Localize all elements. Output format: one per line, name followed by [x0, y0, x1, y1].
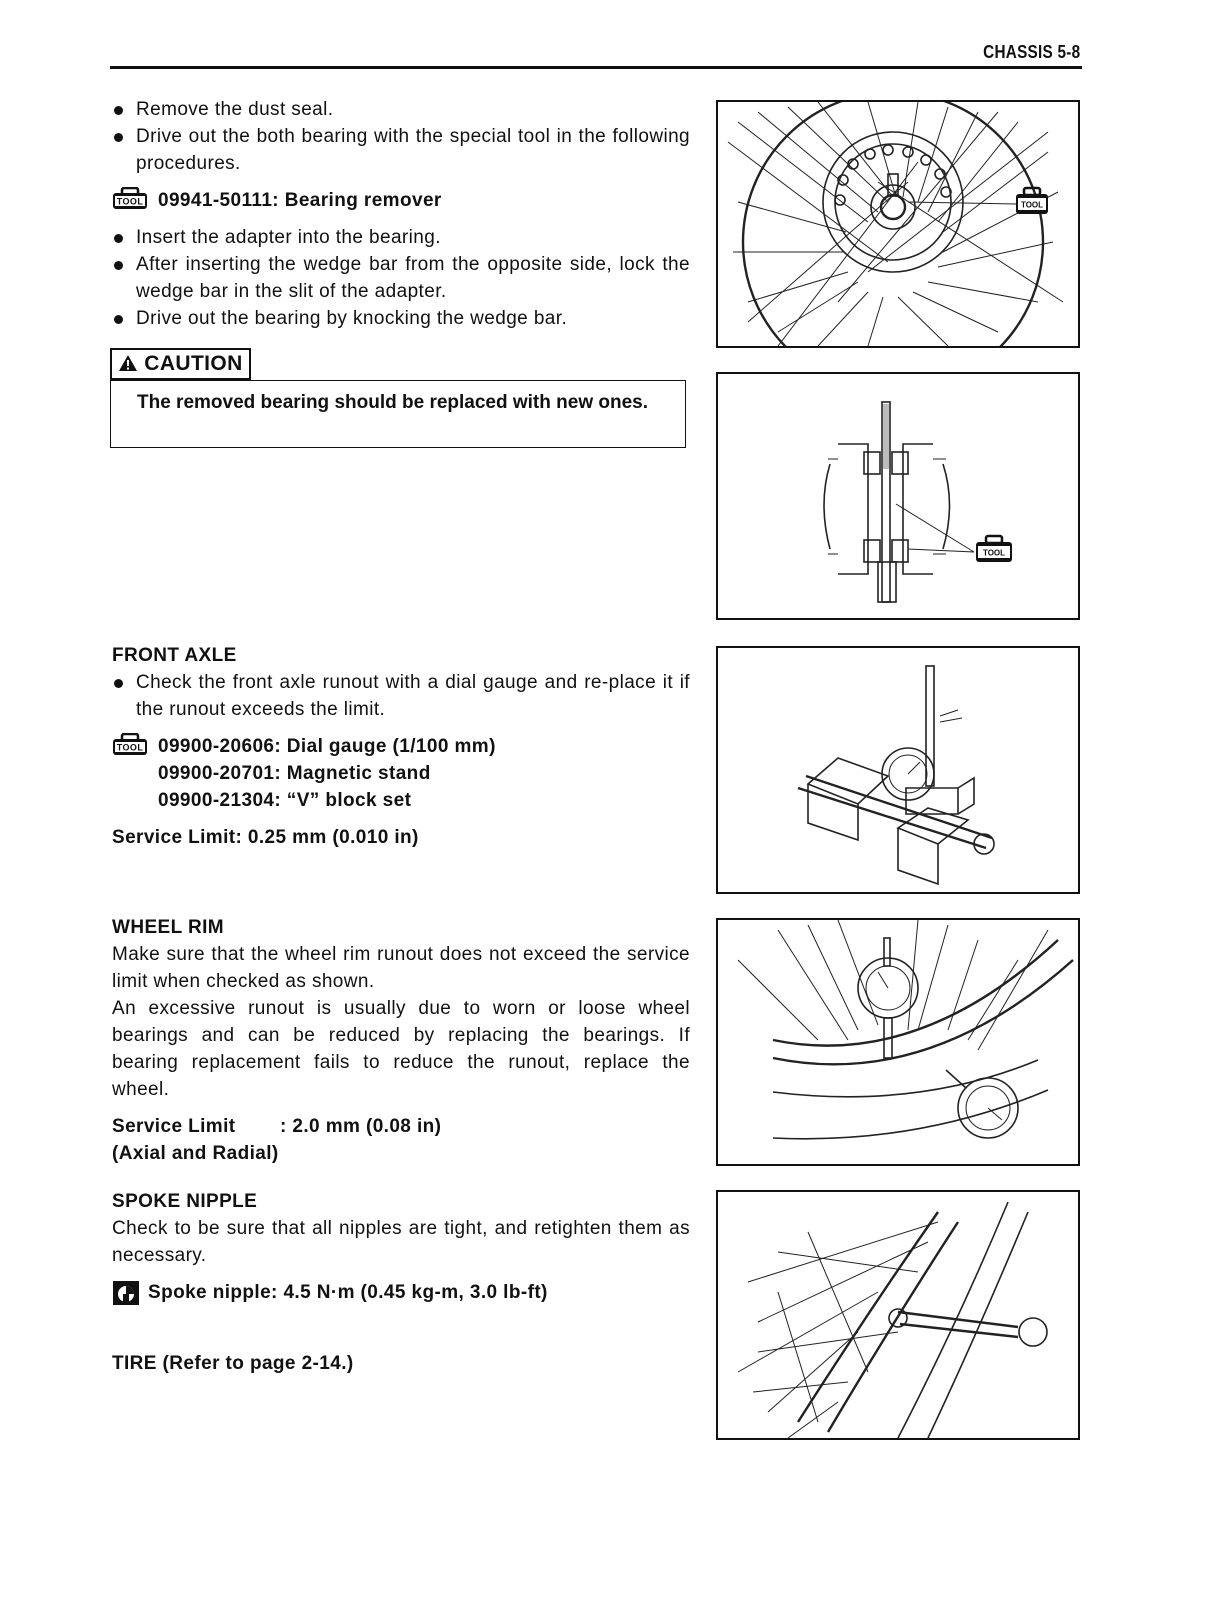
wheel-rim-arc — [743, 102, 1043, 346]
front-axle-section — [112, 642, 690, 851]
service-limit: Service Limit: 0.25 mm (0.010 in) — [112, 827, 419, 848]
caution-box: The removed bearing should be replaced with new ones. — [110, 380, 686, 448]
figure-wheel-rim-runout — [716, 918, 1080, 1166]
spoke-nipple-section — [112, 1188, 690, 1306]
bullet-item: Check the front axle runout with a dial gauge and re-place it if the runout exceeds the limit. — [112, 669, 690, 723]
section-heading: FRONT AXLE — [112, 645, 237, 666]
bullet-item: Drive out the both bearing with the special tool in the following procedures. — [112, 123, 690, 177]
page-header-title: CHASSIS 5-8 — [982, 42, 1080, 62]
tool-row — [112, 733, 690, 814]
section-heading: SPOKE NIPPLE — [112, 1191, 258, 1212]
bearing-bottom-left — [864, 540, 880, 562]
tool-icon-label: TOOL — [1020, 200, 1044, 210]
header-rule — [110, 66, 1082, 69]
tool-icon-label: TOOL — [982, 548, 1006, 558]
service-limit — [112, 1113, 690, 1140]
section-heading: WHEEL RIM — [112, 917, 224, 938]
figure-spoke-nipple-wrench — [716, 1190, 1080, 1440]
bearing-section — [112, 96, 690, 332]
tool-icon — [112, 733, 148, 757]
tool-callout-icon — [1016, 188, 1048, 214]
paragraph: Make sure that the wheel rim runout does not exceed the service limit when checked as shown. — [112, 944, 690, 992]
torque-wrench-icon — [112, 1280, 140, 1306]
rim-edge-1 — [798, 1212, 938, 1422]
adapter — [878, 562, 896, 602]
service-limit-label: Service Limit — [112, 1116, 236, 1137]
service-limit-value: : 2.0 mm (0.08 in) — [280, 1116, 442, 1137]
paragraph: Check to be sure that all nipples are tight, and retighten them as necessary. — [112, 1218, 690, 1266]
bullet-item: Drive out the bearing by knocking the wedge bar. — [112, 305, 690, 332]
figure-wheel-hub-bearing-remover — [716, 100, 1080, 348]
tool-callout-icon — [976, 536, 1012, 562]
tool-icon-label: TOOL — [116, 196, 144, 207]
paragraph: An excessive runout is usually due to worn or loose wheel bearings and can be reduced by replacing the bearings. If bearing replacement fails to reduce the runout, replace the wheel. — [112, 998, 690, 1100]
spoke-wrench-head — [1019, 1318, 1047, 1346]
tool-spec: 09941-50111: Bearing remover — [158, 190, 442, 211]
bullet-item: Remove the dust seal. — [112, 96, 690, 123]
hub-spokes — [728, 102, 1063, 346]
figure-bearing-wedge-bar-section — [716, 372, 1080, 620]
bullet-item: After inserting the wedge bar from the opposite side, lock the wedge bar in the slit of the adapter. — [112, 251, 690, 305]
bullet-item: Insert the adapter into the bearing. — [112, 224, 690, 251]
caution-label — [110, 348, 251, 380]
bearing-top-left — [864, 452, 880, 474]
tool-icon — [112, 187, 148, 211]
warning-triangle-icon — [118, 354, 138, 372]
rim-edge-2 — [828, 1222, 958, 1432]
wheel-rim-section — [112, 914, 690, 1167]
bearing-bottom-right — [892, 540, 908, 562]
torque-spec-text: Spoke nipple: 4.5 N·m (0.45 kg-m, 3.0 lb-ft) — [148, 1282, 548, 1303]
tool-spec: 09900-21304: “V” block set — [158, 790, 412, 811]
magnetic-stand-base — [906, 778, 974, 814]
figure-axle-runout-dial-gauge — [716, 646, 1080, 894]
tool-spec: 09900-20606: Dial gauge (1/100 mm) — [158, 736, 496, 757]
tire-arc-1 — [773, 1060, 1038, 1097]
caution-label-text: CAUTION — [144, 352, 243, 375]
gauge-stem-top — [884, 938, 890, 966]
tool-row — [112, 187, 690, 214]
bearing-top-right — [892, 452, 908, 474]
service-limit-note: (Axial and Radial) — [112, 1143, 279, 1164]
tool-spec: 09900-20701: Magnetic stand — [158, 763, 431, 784]
torque-spec — [112, 1279, 690, 1306]
tire-reference: TIRE (Refer to page 2-14.) — [112, 1353, 354, 1374]
tool-icon-label: TOOL — [116, 742, 144, 753]
rim-inner — [773, 940, 1058, 1046]
